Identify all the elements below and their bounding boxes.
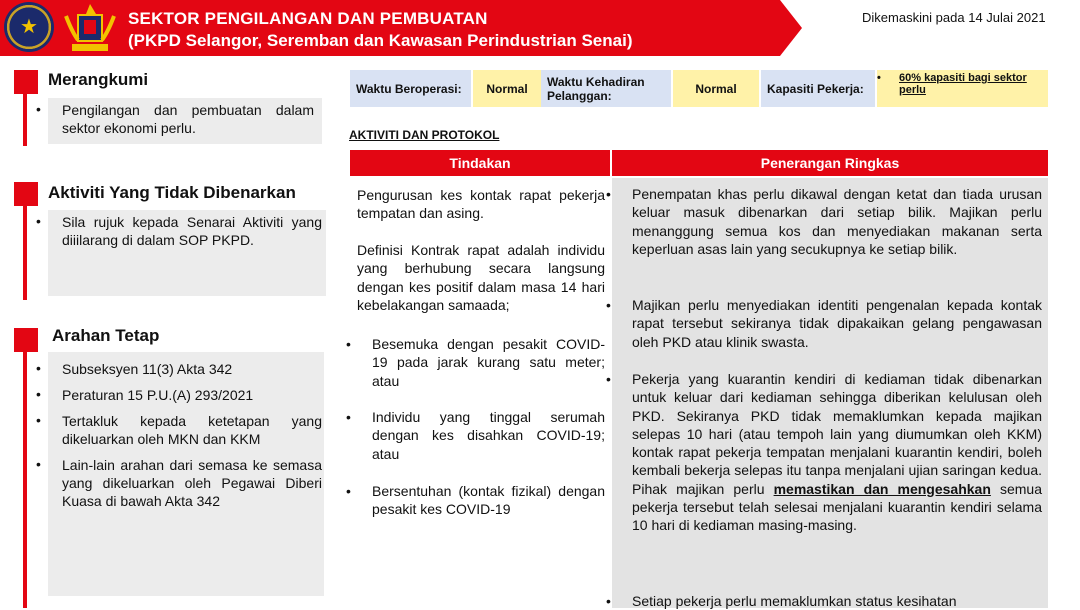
updated-date: Dikemaskini pada 14 Julai 2021 [862, 10, 1046, 25]
description-paragraph: Penempatan khas perlu dikawal dengan ketat dan tiada urusan keluar masuk dibenarkan dari setiap bilik. Majikan perlu menanggung semua kos dan menyediakan makanan serta keperluan asas lain yang secukupnya ke setiap bilik. [632, 186, 1042, 257]
description-paragraph: Majikan perlu menyediakan identiti pengenalan kepada kontak rapat tersebut sekiranya tidak dipakaikan gelang pengawasan oleh PKD atau klinik swasta. [632, 297, 1042, 350]
capacity-panel [877, 70, 1048, 107]
bullet: • [36, 360, 41, 376]
bullet: • [36, 412, 41, 428]
summary-item: Pengilangan dan pembuatan dalam sektor ekonomi perlu. [62, 102, 314, 136]
bullet: • [606, 371, 611, 387]
timeline-line-3 [23, 340, 27, 608]
malaysia-coat-of-arms-icon [62, 2, 118, 54]
action-bullet: Individu yang tinggal serumah dengan kes disahkan COVID-19; atau [372, 409, 605, 462]
section-title-protocol: AKTIVITI DAN PROTOKOL [349, 128, 500, 142]
section-marker [14, 328, 38, 352]
section-title-summary: Merangkumi [48, 70, 149, 89]
operating-hours-label: Waktu Beroperasi: [350, 70, 471, 107]
customer-hours-label: Waktu Kehadiran Pelanggan: [541, 70, 671, 107]
action-text: Pengurusan kes kontak rapat pekerja tempatan dan asing. [357, 187, 605, 222]
prohibited-item: Sila rujuk kepada Senarai Aktiviti yang diiilarang di dalam SOP PKPD. [62, 214, 322, 248]
section-marker [14, 70, 38, 94]
timeline-line-2 [23, 194, 27, 300]
section-title-standing: Arahan Tetap [52, 326, 160, 345]
page-subtitle: (PKPD Selangor, Seremban dan Kawasan Perindustrian Senai) [128, 31, 633, 50]
standing-item: Peraturan 15 P.U.(A) 293/2021 [62, 387, 254, 403]
standing-item: Tertakluk kepada ketetapan yang dikeluarkan oleh MKN dan KKM [62, 413, 322, 447]
banner-arrow [780, 0, 802, 56]
action-definition: Definisi Kontrak rapat adalah individu yang berhubung secara langsung dengan kes positif dalam masa 14 hari kebelakangan samaada; [357, 242, 605, 313]
bullet: • [36, 386, 41, 402]
standing-item: Lain-lain arahan dari semasa ke semasa yang dikeluarkan oleh Pegawai Diberi Kuasa di bawah Akta 342 [62, 457, 322, 509]
action-bullet: Bersentuhan (kontak fizikal) dengan pesakit kes COVID-19 [372, 483, 605, 518]
police-emblem-icon: ★ [4, 2, 54, 52]
capacity-value: 60% kapasiti bagi sektor perlu [899, 72, 1027, 96]
bullet: • [36, 456, 41, 472]
description-paragraph [632, 370, 1042, 535]
bullet: • [346, 409, 351, 425]
bullet: • [346, 483, 351, 499]
operating-hours-value: Normal [473, 70, 541, 107]
page-title: SEKTOR PENGILANGAN DAN PEMBUATAN [128, 9, 488, 28]
bullet: • [346, 336, 351, 352]
section-title-prohibited: Aktiviti Yang Tidak Dibenarkan [48, 183, 296, 202]
bullet: • [36, 101, 41, 117]
bullet: • [36, 213, 41, 229]
bullet: • [606, 593, 611, 609]
bullet: • [606, 297, 611, 313]
standing-item: Subseksyen 11(3) Akta 342 [62, 361, 233, 377]
description-emphasis: memastikan dan mengesahkan [773, 480, 991, 497]
description-text: semua pekerja tersebut telah selesai menjalani kuarantin kendiri selama 10 hari di kediaman masing-masing. [632, 480, 1042, 534]
action-bullet: Besemuka dengan pesakit COVID-19 pada jarak kurang satu meter; atau [372, 336, 605, 389]
column-header-description: Penerangan Ringkas [612, 150, 1048, 176]
bullet: • [877, 72, 881, 84]
bullet: • [606, 186, 611, 202]
description-paragraph: Setiap pekerja perlu memaklumkan status kesihatan [632, 593, 957, 609]
column-header-action: Tindakan [350, 150, 610, 176]
capacity-label: Kapasiti Pekerja: [761, 70, 875, 107]
section-marker [14, 182, 38, 206]
description-text: Pekerja yang kuarantin kendiri di kediaman tidak dibenarkan untuk keluar dari kediaman sehingga diberikan kelulusan oleh PKD. Sekiranya PKD tidak memaklumkan kepada majikan selepas 10 hari (atau tempoh lain yang diumumkan oleh KKM) kontak rapat pekerja tempatan menjalani kuarantin kendiri, boleh kembali bekerja selepas itu tanpa menjalani ujian saringan kedua. Pihak majikan perlu [632, 371, 1042, 497]
customer-hours-value: Normal [673, 70, 759, 107]
